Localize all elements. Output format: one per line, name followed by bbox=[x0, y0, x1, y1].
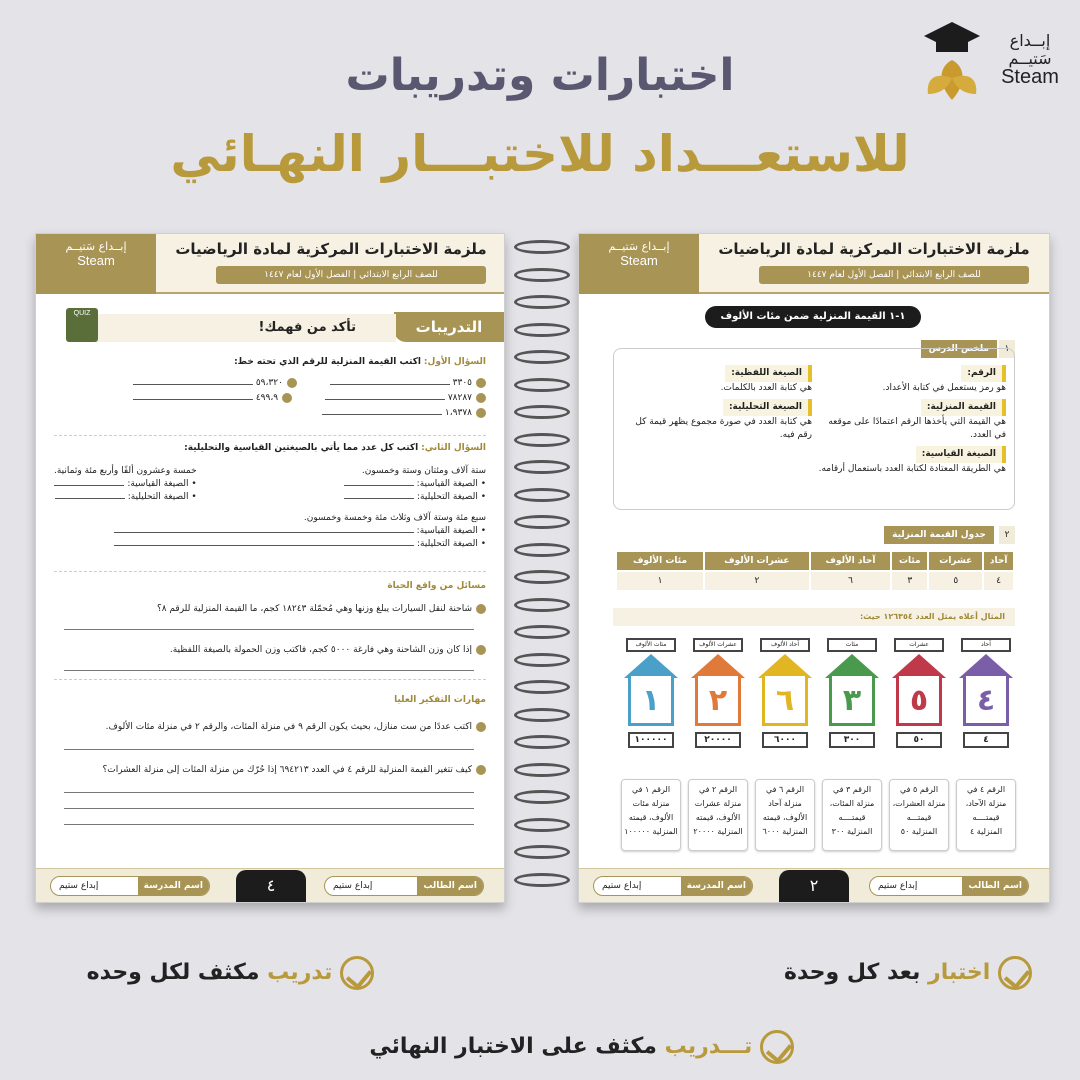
table-value-cell: ٦ bbox=[810, 571, 892, 591]
headline-line2: للاستعـــداد للاختبـــار النهـائي bbox=[170, 125, 910, 183]
left-page bbox=[35, 233, 505, 903]
house-value: ٤ bbox=[963, 732, 1009, 748]
book-title: ملزمة الاختبارات المركزية لمادة الرياضيات bbox=[718, 240, 1030, 258]
spiral-ring bbox=[514, 845, 570, 859]
card-line: منزلة عشرات bbox=[694, 799, 742, 808]
spiral-ring bbox=[514, 323, 570, 337]
house-digit: ٢ bbox=[695, 676, 741, 726]
card-line: منزلة آحاد bbox=[768, 799, 802, 808]
brand-arabic: إبــداع سَتيــم bbox=[1008, 31, 1052, 68]
card-line: المنزلية ٥٠ bbox=[900, 827, 938, 836]
card-line: منزلة مئات bbox=[632, 799, 670, 808]
spiral-ring bbox=[514, 873, 570, 887]
page-number: ٤ bbox=[236, 870, 306, 902]
card-line: الألوف، قيمته bbox=[628, 813, 674, 822]
page-footer bbox=[36, 868, 504, 902]
spiral-ring bbox=[514, 295, 570, 309]
check-circle-icon bbox=[340, 956, 374, 990]
explanation-card bbox=[889, 779, 949, 851]
feature-final-exam-training: تـــدريب مكثف على الاختبار النهائي bbox=[369, 1030, 794, 1064]
house-roof bbox=[825, 654, 879, 678]
spiral-ring bbox=[514, 818, 570, 832]
lesson-title: ١-١ القيمة المنزلية ضمن مئات الألوف bbox=[705, 306, 921, 328]
book-subtitle: للصف الرابع الابتدائي | الفصل الأول لعام ١٤٤٧ bbox=[216, 266, 486, 284]
card-line: الألوف، قيمته bbox=[762, 813, 808, 822]
table-header-cell: عشرات bbox=[928, 551, 983, 571]
page-header bbox=[579, 234, 1049, 294]
card-line: المنزلية ٤ bbox=[969, 827, 1003, 836]
explanation-card bbox=[621, 779, 681, 851]
card-line: قيمتــــه bbox=[838, 813, 866, 822]
house-roof bbox=[892, 654, 946, 678]
place-house bbox=[823, 624, 881, 754]
page-logo: إبــداع سَتيــم Steam bbox=[579, 234, 699, 294]
check-circle-icon bbox=[760, 1030, 794, 1064]
right-page bbox=[578, 233, 1050, 903]
card-line: منزلة العشرات، bbox=[892, 799, 946, 808]
spiral-ring bbox=[514, 790, 570, 804]
house-digit: ٣ bbox=[829, 676, 875, 726]
table-header-cell: عشرات الألوف bbox=[704, 551, 810, 571]
spiral-ring bbox=[514, 405, 570, 419]
house-sign: آحاد الألوف bbox=[760, 638, 810, 652]
house-sign: عشرات bbox=[894, 638, 944, 652]
spiral-ring bbox=[514, 240, 570, 254]
feature-training-each-unit: تدريب مكثف لكل وحده bbox=[87, 956, 374, 990]
house-value: ١٠٠٠٠٠ bbox=[628, 732, 674, 748]
house-sign: آحاد bbox=[961, 638, 1011, 652]
card-line: منزلة الآحاد، bbox=[965, 799, 1007, 808]
card-line: الرقم ٤ في bbox=[966, 785, 1006, 794]
spiral-ring bbox=[514, 268, 570, 282]
spiral-ring bbox=[514, 543, 570, 557]
student-name-field[interactable]: اسم الطالب إبداع ستيم bbox=[324, 876, 484, 896]
card-line: الألوف، قيمته bbox=[695, 813, 741, 822]
check-title: تأكد من فهمك! bbox=[96, 314, 396, 342]
house-value: ٣٠٠ bbox=[829, 732, 875, 748]
card-line: الرقم ٢ في bbox=[698, 785, 738, 794]
table-header-cell: آحاد bbox=[983, 551, 1014, 571]
page-footer bbox=[579, 868, 1049, 902]
book-title: ملزمة الاختبارات المركزية لمادة الرياضيات bbox=[175, 240, 487, 258]
house-digit: ٥ bbox=[896, 676, 942, 726]
house-sign: عشرات الألوف bbox=[693, 638, 743, 652]
student-name-field[interactable]: اسم الطالب إبداع ستيم bbox=[869, 876, 1029, 896]
section-number: ١ bbox=[999, 340, 1015, 358]
spiral-ring bbox=[514, 460, 570, 474]
school-name-field[interactable]: اسم المدرسة إبداع ستيم bbox=[50, 876, 210, 896]
spiral-ring bbox=[514, 625, 570, 639]
card-line: المنزلية ١٠٠٠٠٠ bbox=[624, 827, 678, 836]
page-header bbox=[36, 234, 504, 294]
house-roof bbox=[758, 654, 812, 678]
explanation-card bbox=[688, 779, 748, 851]
house-sign: مئات الألوف bbox=[626, 638, 676, 652]
house-roof bbox=[624, 654, 678, 678]
card-line: الرقم ٥ في bbox=[899, 785, 939, 794]
summary-heading: ملخص الدرس bbox=[921, 340, 997, 358]
feature-test-each-unit: اختبار بعد كل وحدة bbox=[784, 956, 1032, 990]
higher-order-thinking: مهارات التفكير العليا اكتب عددًا من ست منازل، بحيث يكون الرقم ٩ في منزلة المئات، والرقم ٢ في منزلة مئات الألوف. كيف تتغير القيمة المنزلية للرقم ٤ في العدد ٦٩٤٢١٣ إذا حُرّك من منزلة المئات إلى منزلة العشرات؟ bbox=[54, 694, 486, 854]
house-digit: ٦ bbox=[762, 676, 808, 726]
spiral-ring bbox=[514, 433, 570, 447]
question-2: السؤال الثاني: اكتب كل عدد مما يأتي بالصيغتين القياسية والتحليلية: ستة آلاف ومئتان وستة وخمسون. • الصيغة القياسية: • الصيغة التحليلية: خمسة وعشرون ألفًا وأربع مئة وثمانية. • الصيغة القياسية: • الصيغة التحليلية: سبع مئة وستة آلاف وثلاث مئة وخمسة وخمسون. • الصيغة القياسية: • الصيغة التحليلية: bbox=[54, 442, 486, 572]
table-value-cell: ٤ bbox=[983, 571, 1014, 591]
card-line: المنزلية ٦٠٠٠ bbox=[762, 827, 808, 836]
explanation-card bbox=[755, 779, 815, 851]
real-life-problems: مسائل من واقع الحياة شاحنة لنقل السيارات يبلغ وزنها وهي مُحمّلة ١٨٢٤٣ كجم، ما القيمة المنزلية للرقم ٨؟ إذا كان وزن الشاحنة وهي فارغة ٥٠٠٠ كجم، فاكتب وزن الحمولة بالصيغة اللفظية. bbox=[54, 580, 486, 680]
table-value-cell: ١ bbox=[616, 571, 704, 591]
card-line: المنزلية ٢٠٠٠٠ bbox=[693, 827, 743, 836]
card-line: الرقم ١ في bbox=[631, 785, 671, 794]
spiral-ring bbox=[514, 378, 570, 392]
card-line: الرقم ٦ في bbox=[765, 785, 805, 794]
school-name-field[interactable]: اسم المدرسة إبداع ستيم bbox=[593, 876, 753, 896]
house-value: ٢٠٠٠٠ bbox=[695, 732, 741, 748]
quiz-icon: QUIZ bbox=[66, 308, 98, 342]
explanation-card bbox=[822, 779, 882, 851]
lesson-summary: الرقم: هو رمز يستعمل في كتابة الأعداد. القيمة المنزلية: هي القيمة التي يأخذها الرقم اعتمادًا على موقعه في العدد. الصيغة اللفظية: هي كتابة العدد بالكلمات. الصيغة التحليلية: هي كتابة العدد في صورة مجموع يظهر قيمة كل رقم فيه. الصيغة القياسية: هي الطريقة المعتادة لكتابة العدد باستعمال أرقامه. bbox=[613, 348, 1015, 510]
brand-latin: Steam bbox=[1001, 66, 1059, 88]
house-roof bbox=[959, 654, 1013, 678]
table-value-cell: ٣ bbox=[891, 571, 928, 591]
table-header-cell: مئات bbox=[891, 551, 928, 571]
explanation-card bbox=[956, 779, 1016, 851]
card-line: قيمتـــه bbox=[906, 813, 932, 822]
house-roof bbox=[691, 654, 745, 678]
table-heading: ٢ جدول القيمة المنزلية bbox=[884, 522, 1015, 542]
spiral-ring bbox=[514, 488, 570, 502]
card-line: قيمتــــه bbox=[972, 813, 1000, 822]
spiral-ring bbox=[514, 680, 570, 694]
spiral-ring bbox=[514, 598, 570, 612]
spiral-ring bbox=[514, 515, 570, 529]
check-circle-icon bbox=[998, 956, 1032, 990]
headline-line1: اختبارات وتدريبات bbox=[345, 50, 735, 101]
table-header-cell: آحاد الألوف bbox=[810, 551, 892, 571]
spiral-ring bbox=[514, 350, 570, 364]
question-1: السؤال الأول: اكتب القيمة المنزلية للرقم الذي تحته خط: ٣٣٠٥ ٥٩،٣٢٠ ٧٨٢٨٧ ٤٩٩،٩ ١،٩٣٧٨ bbox=[54, 356, 486, 436]
house-sign: مئات bbox=[827, 638, 877, 652]
card-line: منزلة المئات، bbox=[829, 799, 875, 808]
place-house bbox=[890, 624, 948, 754]
spiral-ring bbox=[514, 708, 570, 722]
spiral-ring bbox=[514, 653, 570, 667]
place-value-table bbox=[615, 550, 1015, 592]
house-value: ٦٠٠٠ bbox=[762, 732, 808, 748]
book-subtitle: للصف الرابع الابتدائي | الفصل الأول لعام ١٤٤٧ bbox=[759, 266, 1029, 284]
spiral-ring bbox=[514, 735, 570, 749]
house-digit: ٤ bbox=[963, 676, 1009, 726]
tab-exercises: التدريبات bbox=[394, 312, 504, 342]
card-line: الرقم ٣ في bbox=[832, 785, 872, 794]
spiral-binding bbox=[508, 232, 574, 904]
table-value-cell: ٢ bbox=[704, 571, 810, 591]
place-house bbox=[689, 624, 747, 754]
card-line: المنزلية ٣٠٠ bbox=[831, 827, 873, 836]
example-note: المثال أعلاه يمثل العدد ١٢٦٣٥٤ حيث: bbox=[613, 608, 1015, 626]
place-house bbox=[756, 624, 814, 754]
place-house bbox=[622, 624, 680, 754]
house-digit: ١ bbox=[628, 676, 674, 726]
table-value-cell: ٥ bbox=[928, 571, 983, 591]
place-house bbox=[957, 624, 1015, 754]
spiral-ring bbox=[514, 763, 570, 777]
page-number: ٢ bbox=[779, 870, 849, 902]
page-logo: إبــداع سَتيــم Steam bbox=[36, 234, 156, 294]
house-value: ٥٠ bbox=[896, 732, 942, 748]
spiral-ring bbox=[514, 570, 570, 584]
table-header-cell: مئات الألوف bbox=[616, 551, 704, 571]
